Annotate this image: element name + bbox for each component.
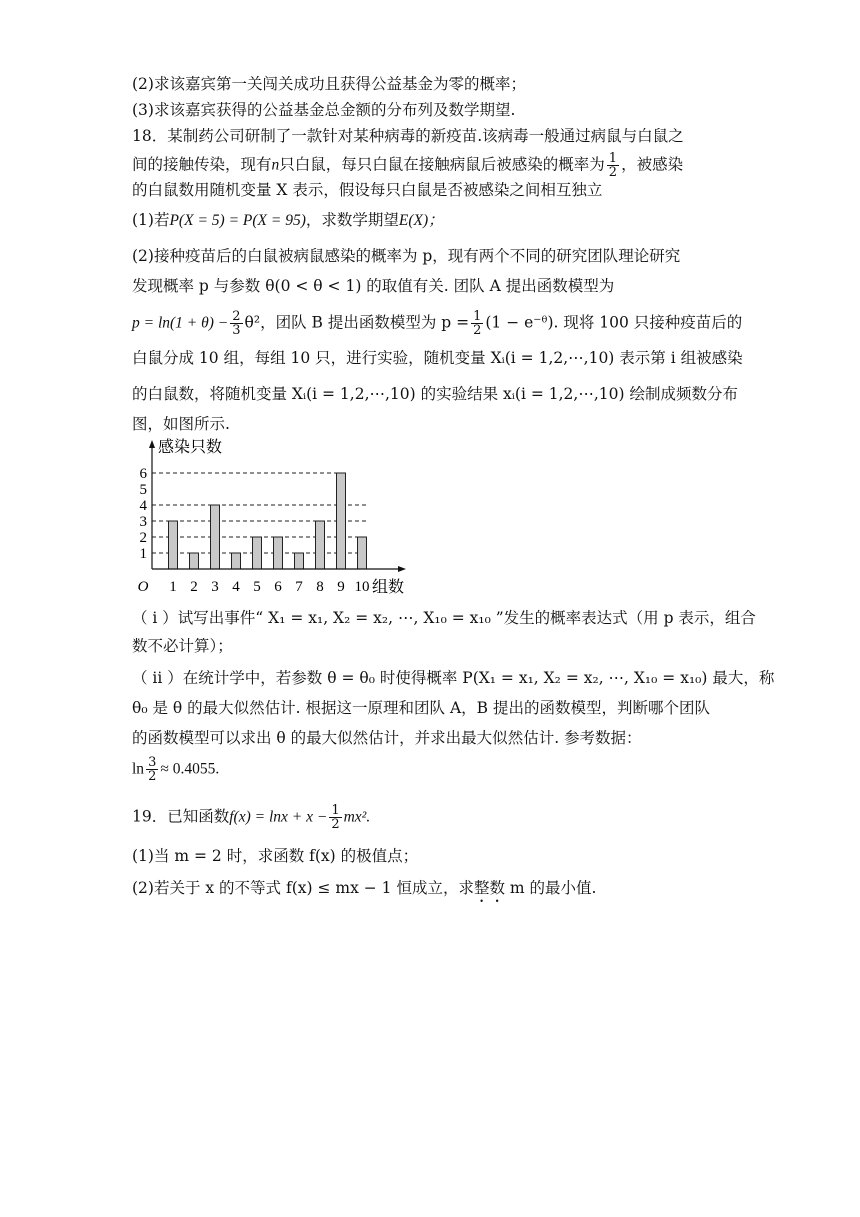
- y-tick-3: 3: [139, 514, 147, 530]
- q18-part-2-line-6: 图，如图所示.: [132, 415, 230, 433]
- q19-intro-a: 19．已知函数: [132, 807, 230, 826]
- q18-part-1-formula: P(X = 5) = P(X = 95): [169, 212, 306, 229]
- team-a-formula-b: θ²，团队 B 提出函数模型为 p =: [244, 313, 470, 332]
- team-b-formula-c: (1 − e⁻ᶿ). 现将 100 只接种疫苗后的: [485, 313, 743, 332]
- bar-group-5: [253, 537, 262, 569]
- bar-group-10: [358, 537, 367, 569]
- q18-sub-i-line-1: （ i ）试写出事件“ X₁ = x₁, X₂ = x₂, ⋯, X₁₀ = x₁₀ ”发生的概率表达式（用 p 表示，组合: [132, 609, 756, 627]
- q18-part-1-expectation: E(X)；: [398, 212, 444, 229]
- ref-ln: ln: [132, 760, 145, 778]
- q18-sub-ii-line-3: 的函数模型可以求出 θ 的最大似然估计，并求出最大似然估计. 参考数据：: [132, 729, 642, 747]
- q19-intro: [132, 804, 370, 831]
- x-tick-7: 7: [295, 579, 303, 595]
- x-tick-2: 2: [190, 579, 198, 595]
- q19-part-2-emphasis: 整数: [473, 879, 505, 897]
- x-tick-8: 8: [316, 579, 324, 595]
- origin-label: O: [137, 579, 149, 595]
- x-axis-arrow: [398, 566, 406, 572]
- y-tick-1: 1: [139, 546, 147, 562]
- q18-sub-ii-line-1: （ ii ）在统计学中，若参数 θ = θ₀ 时使得概率 P(X₁ = x₁, X₂ = x₂, ⋯, X₁₀ = x₁₀) 最大，称: [132, 669, 775, 687]
- q18-intro-line-1: 18．某制药公司研制了一款针对某种病毒的新疫苗.该病毒一般通过病鼠与白鼠之: [132, 127, 684, 145]
- q18-part-1-label: (1)若: [132, 211, 170, 229]
- x-tick-5: 5: [253, 579, 261, 595]
- x-tick-1: 1: [169, 579, 177, 595]
- y-axis-title: 感染只数: [158, 439, 223, 456]
- q18-sub-ii-line-2: θ₀ 是 θ 的最大似然估计. 根据这一原理和团队 A，B 提出的函数模型，判断哪个团队: [132, 699, 710, 717]
- q19-part-2: [132, 876, 596, 906]
- x-axis-title: 组数: [372, 579, 405, 596]
- fraction-three-halves: $\frac{3}{2}$: [148, 755, 157, 784]
- q18-intro-line-2: [132, 152, 683, 179]
- q19-part-2-c: m 的最小值.: [504, 879, 597, 897]
- q18-part-2-line-5: 的白鼠数，将随机变量 Xᵢ(i = 1,2,⋯,10) 的实验结果 xᵢ(i = 1,2,⋯,10) 绘制成频数分布: [132, 385, 738, 403]
- bar-group-6: [274, 537, 283, 569]
- fraction-one-half-b: $\frac{1}{2}$: [473, 309, 482, 338]
- fraction-one-half: $\frac{1}{2}$: [608, 151, 618, 180]
- bar-group-8: [316, 521, 325, 569]
- q18-part-2-line-2: 发现概率 p 与参数 θ(0 < θ < 1) 的取值有关. 团队 A 提出函数模型为: [132, 277, 615, 295]
- q18-part-2-line-1: (2)接种疫苗后的白鼠被病鼠感染的概率为 p，现有两个不同的研究团队理论研究: [132, 247, 681, 265]
- x-tick-3: 3: [211, 579, 219, 595]
- x-tick-9: 9: [337, 579, 345, 595]
- frequency-bar-chart: [130, 436, 430, 601]
- y-tick-5: 5: [139, 482, 147, 498]
- fraction-two-thirds: $\frac{2}{3}$: [232, 309, 241, 338]
- y-tick-2: 2: [139, 530, 147, 546]
- q18-part-2-line-4: 白鼠分成 10 组，每组 10 只，进行实验，随机变量 Xᵢ(i = 1,2,⋯,10) 表示第 i 组被感染: [132, 349, 743, 367]
- q19-part-1: (1)当 m = 2 时，求函数 f(x) 的极值点；: [132, 847, 419, 865]
- bar-group-3: [211, 505, 220, 569]
- q18-part-1: [132, 208, 444, 233]
- x-tick-4: 4: [232, 579, 240, 595]
- y-axis-arrow: [149, 440, 155, 448]
- q18-part-1-text: ，求数学期望: [305, 211, 399, 229]
- q18-intro-2b: 只白鼠，每只白鼠在接触病鼠后被感染的概率为: [279, 155, 605, 174]
- x-tick-10: 10: [354, 579, 370, 595]
- q19-part-2-a: (2)若关于 x 的不等式 f(x) ≤ mx − 1 恒成立，求: [132, 879, 474, 897]
- q19-function-c: mx².: [343, 808, 371, 826]
- q18-reference-data: [132, 756, 219, 783]
- q17-item-3: (3)求该嘉宾获得的公益基金总金额的分布列及数学期望.: [132, 101, 516, 119]
- q18-intro-2c: ，被感染: [621, 155, 684, 174]
- bar-group-7: [295, 553, 304, 569]
- n-variable: n: [271, 156, 280, 174]
- x-tick-6: 6: [274, 579, 282, 595]
- fraction-one-half-c: $\frac{1}{2}$: [331, 803, 340, 832]
- team-a-formula-a: p = ln(1 + θ) −: [132, 314, 229, 332]
- q18-intro-line-3: 的白鼠数用随机变量 X 表示，假设每只白鼠是否被感染之间相互独立: [132, 181, 603, 199]
- q18-part-2-line-3: [132, 310, 742, 337]
- ref-value: ≈ 0.4055.: [160, 760, 220, 778]
- q19-function-a: f(x) = lnx + x −: [229, 808, 328, 826]
- y-tick-4: 4: [139, 498, 147, 514]
- y-tick-6: 6: [139, 466, 147, 482]
- bar-group-2: [190, 553, 199, 569]
- q18-sub-i-line-2: 数不必计算）；: [132, 637, 233, 655]
- bar-group-9: [337, 473, 346, 569]
- q18-intro-2a: 间的接触传染，现有: [132, 155, 272, 174]
- bar-group-4: [232, 553, 241, 569]
- bar-group-1: [169, 521, 178, 569]
- q17-item-2: (2)求该嘉宾第一关闯关成功且获得公益基金为零的概率；: [132, 75, 526, 93]
